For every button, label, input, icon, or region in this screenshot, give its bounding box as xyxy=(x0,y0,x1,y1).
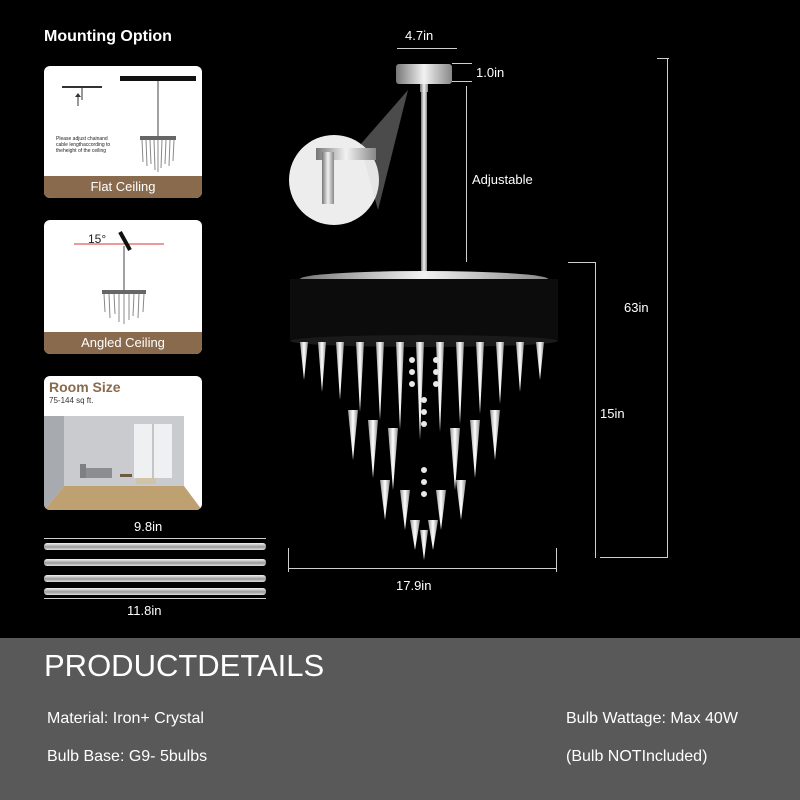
canopy-height-line-bottom xyxy=(452,81,472,82)
note-line: Please adjust chainand xyxy=(56,136,108,142)
note-line: theheight of the ceiling xyxy=(56,148,107,154)
chandelier-illustration xyxy=(260,20,590,600)
body-height-line xyxy=(595,262,596,558)
total-height-label: 63in xyxy=(624,300,649,315)
bulb-base-text: Bulb Base: G9- 5bulbs xyxy=(47,748,208,765)
rod-4 xyxy=(44,588,266,595)
room-illustration xyxy=(44,376,202,510)
adjustable-line xyxy=(466,86,467,262)
flat-ceiling-card xyxy=(44,66,202,198)
rod-short-dimension-line xyxy=(44,538,266,539)
note-line: cable lengthaccording to xyxy=(56,142,111,148)
canopy-height-line-top xyxy=(452,63,472,64)
canopy-height-label: 1.0in xyxy=(476,65,505,80)
rod-long-dimension-line xyxy=(44,598,266,599)
total-height-tick-bottom xyxy=(600,557,668,558)
canopy-width-label: 4.7in xyxy=(405,28,434,43)
angled-ceiling-caption: Angled Ceiling xyxy=(44,332,202,354)
flat-ceiling-caption: Flat Ceiling xyxy=(44,176,202,198)
total-height-line xyxy=(667,58,668,558)
angled-ceiling-card xyxy=(44,220,202,354)
room-size-area: 75-144 sq ft. xyxy=(49,396,94,405)
rod-3 xyxy=(44,575,266,582)
rod-long-label: 11.8in xyxy=(127,603,162,618)
rod-2 xyxy=(44,559,266,566)
diameter-tick-right xyxy=(556,548,557,572)
body-height-label: 15in xyxy=(600,406,625,421)
rod-1 xyxy=(44,543,266,550)
canopy-width-line xyxy=(397,48,457,49)
mounting-option-title: Mounting Option xyxy=(44,28,172,45)
material-text: Material: Iron+ Crystal xyxy=(47,710,204,727)
angled-ceiling-illustration xyxy=(44,220,202,332)
bulb-wattage-text: Bulb Wattage: Max 40W xyxy=(566,710,738,727)
room-size-title: Room Size xyxy=(49,379,121,395)
diameter-label: 17.9in xyxy=(396,578,432,593)
body-height-tick-top xyxy=(568,262,596,263)
product-details-title: PRODUCTDETAILS xyxy=(44,648,325,683)
total-height-tick-top xyxy=(657,58,669,59)
diameter-line xyxy=(288,568,556,569)
room-size-card xyxy=(44,376,202,510)
flat-ceiling-note xyxy=(56,136,136,154)
diameter-tick-left xyxy=(288,548,289,572)
flat-ceiling-illustration xyxy=(44,66,202,176)
bulb-note-text: (Bulb NOTIncluded) xyxy=(566,748,708,765)
angle-label: 15° xyxy=(88,232,107,246)
rod-short-label: 9.8in xyxy=(134,519,163,534)
adjustable-label: Adjustable xyxy=(472,172,533,187)
